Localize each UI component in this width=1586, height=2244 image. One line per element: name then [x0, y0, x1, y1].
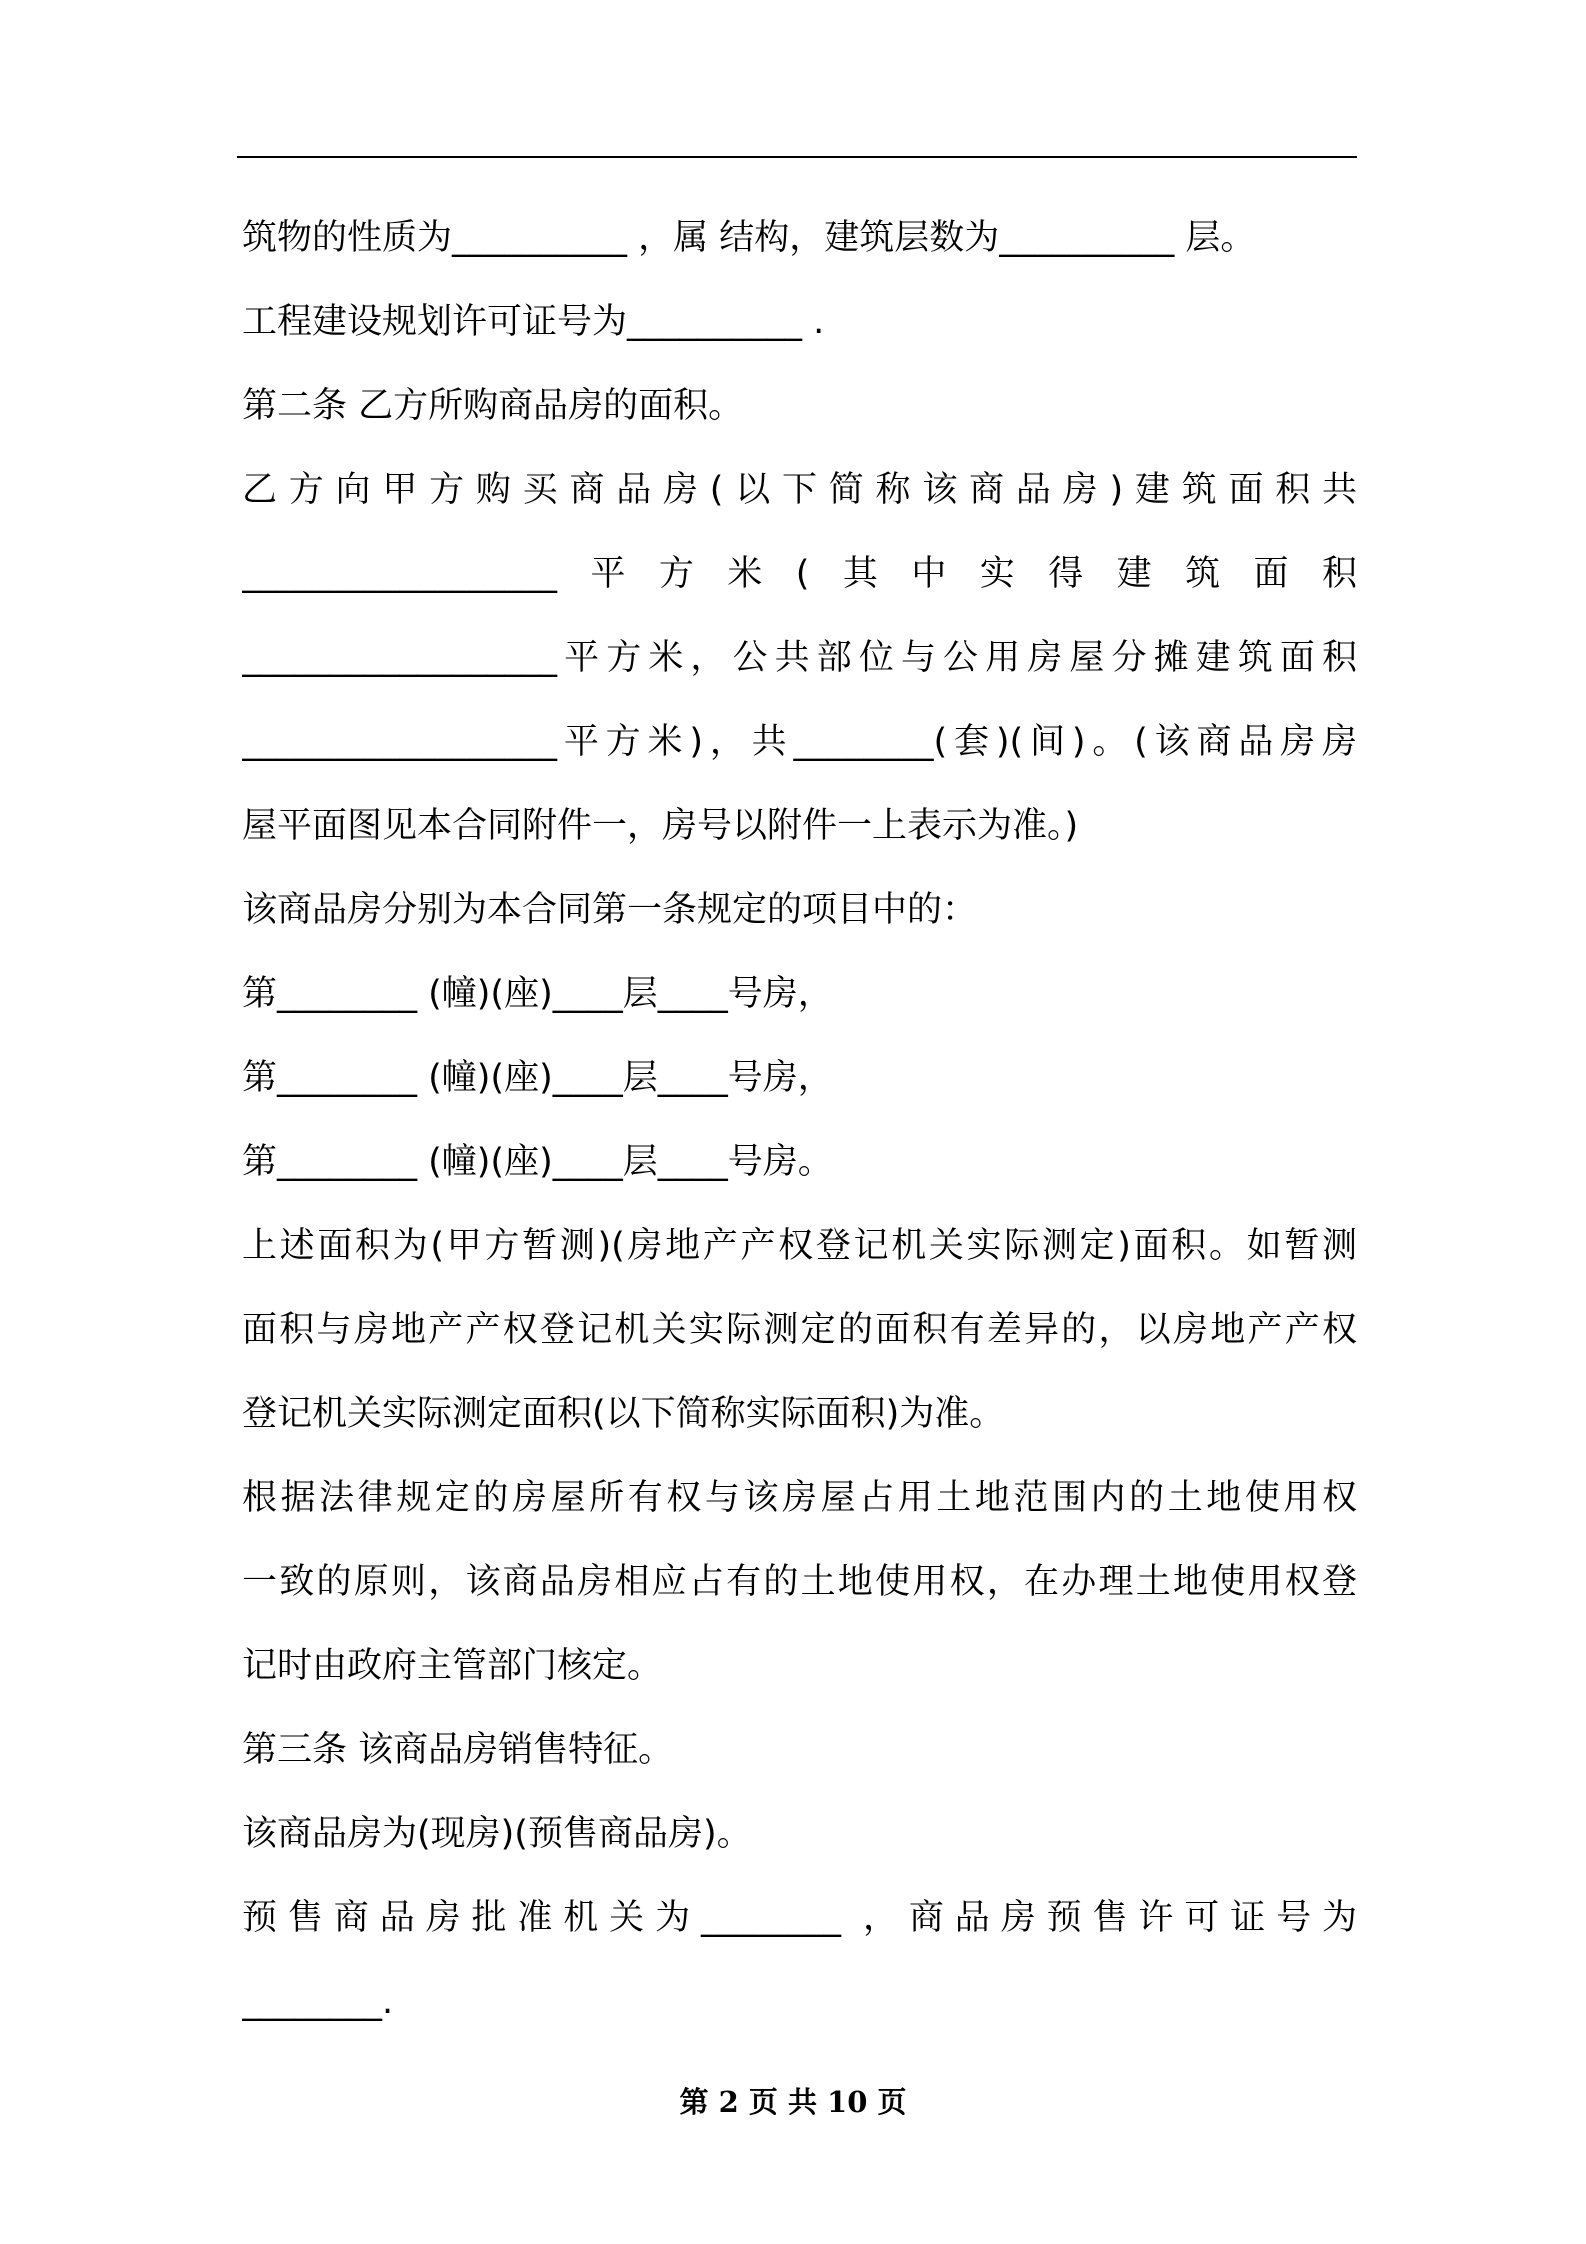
text-line: 第________ (幢)(座)____层____号房。: [242, 1142, 833, 1182]
page-number: 第 2 页 共 10 页: [679, 2085, 907, 2119]
text-line: 面积与房地产产权登记机关实际测定的面积有差异的，以房地产产权: [242, 1310, 1357, 1350]
section-heading: 第二条 乙方所购商品房的面积。: [242, 386, 744, 426]
text-line: __________________平方米，公共部位与公用房屋分摊建筑面积: [242, 638, 1357, 678]
text-line: 筑物的性质为__________ ，属 结构，建筑层数为__________ 层。: [242, 218, 1256, 258]
header-rule: [237, 156, 1357, 158]
section-heading: 第三条 该商品房销售特征。: [242, 1730, 674, 1770]
text-line: 屋平面图见本合同附件一，房号以附件一上表示为准。): [242, 806, 1079, 846]
text-line: 该商品房为(现房)(预售商品房)。: [242, 1814, 752, 1854]
text-line: 第________ (幢)(座)____层____号房，: [242, 974, 833, 1014]
text-line: 登记机关实际测定面积(以下简称实际面积)为准。: [242, 1394, 1005, 1434]
text-line: 记时由政府主管部门核定。: [242, 1646, 663, 1686]
contract-body: [242, 196, 1357, 2044]
text-line: ________.: [242, 1982, 394, 2022]
text-line: 上述面积为(甲方暂测)(房地产产权登记机关实际测定)面积。如暂测: [242, 1226, 1357, 1266]
text-line: 根据法律规定的房屋所有权与该房屋占用土地范围内的土地使用权: [242, 1478, 1357, 1518]
text-line: 该商品房分别为本合同第一条规定的项目中的：: [242, 890, 978, 930]
text-line: __________________平方米(其中实得建筑面积: [242, 554, 1357, 594]
text-line: 工程建设规划许可证号为__________ .: [242, 302, 825, 342]
text-line: 第________ (幢)(座)____层____号房，: [242, 1058, 833, 1098]
text-line: __________________平方米)，共________(套)(间)。(该商品房房: [242, 722, 1357, 762]
text-line: 乙方向甲方购买商品房(以下简称该商品房)建筑面积共: [242, 470, 1357, 510]
text-line: 预售商品房批准机关为________ ，商品房预售许可证号为: [242, 1898, 1357, 1938]
text-line: 一致的原则，该商品房相应占有的土地使用权，在办理土地使用权登: [242, 1562, 1357, 1602]
